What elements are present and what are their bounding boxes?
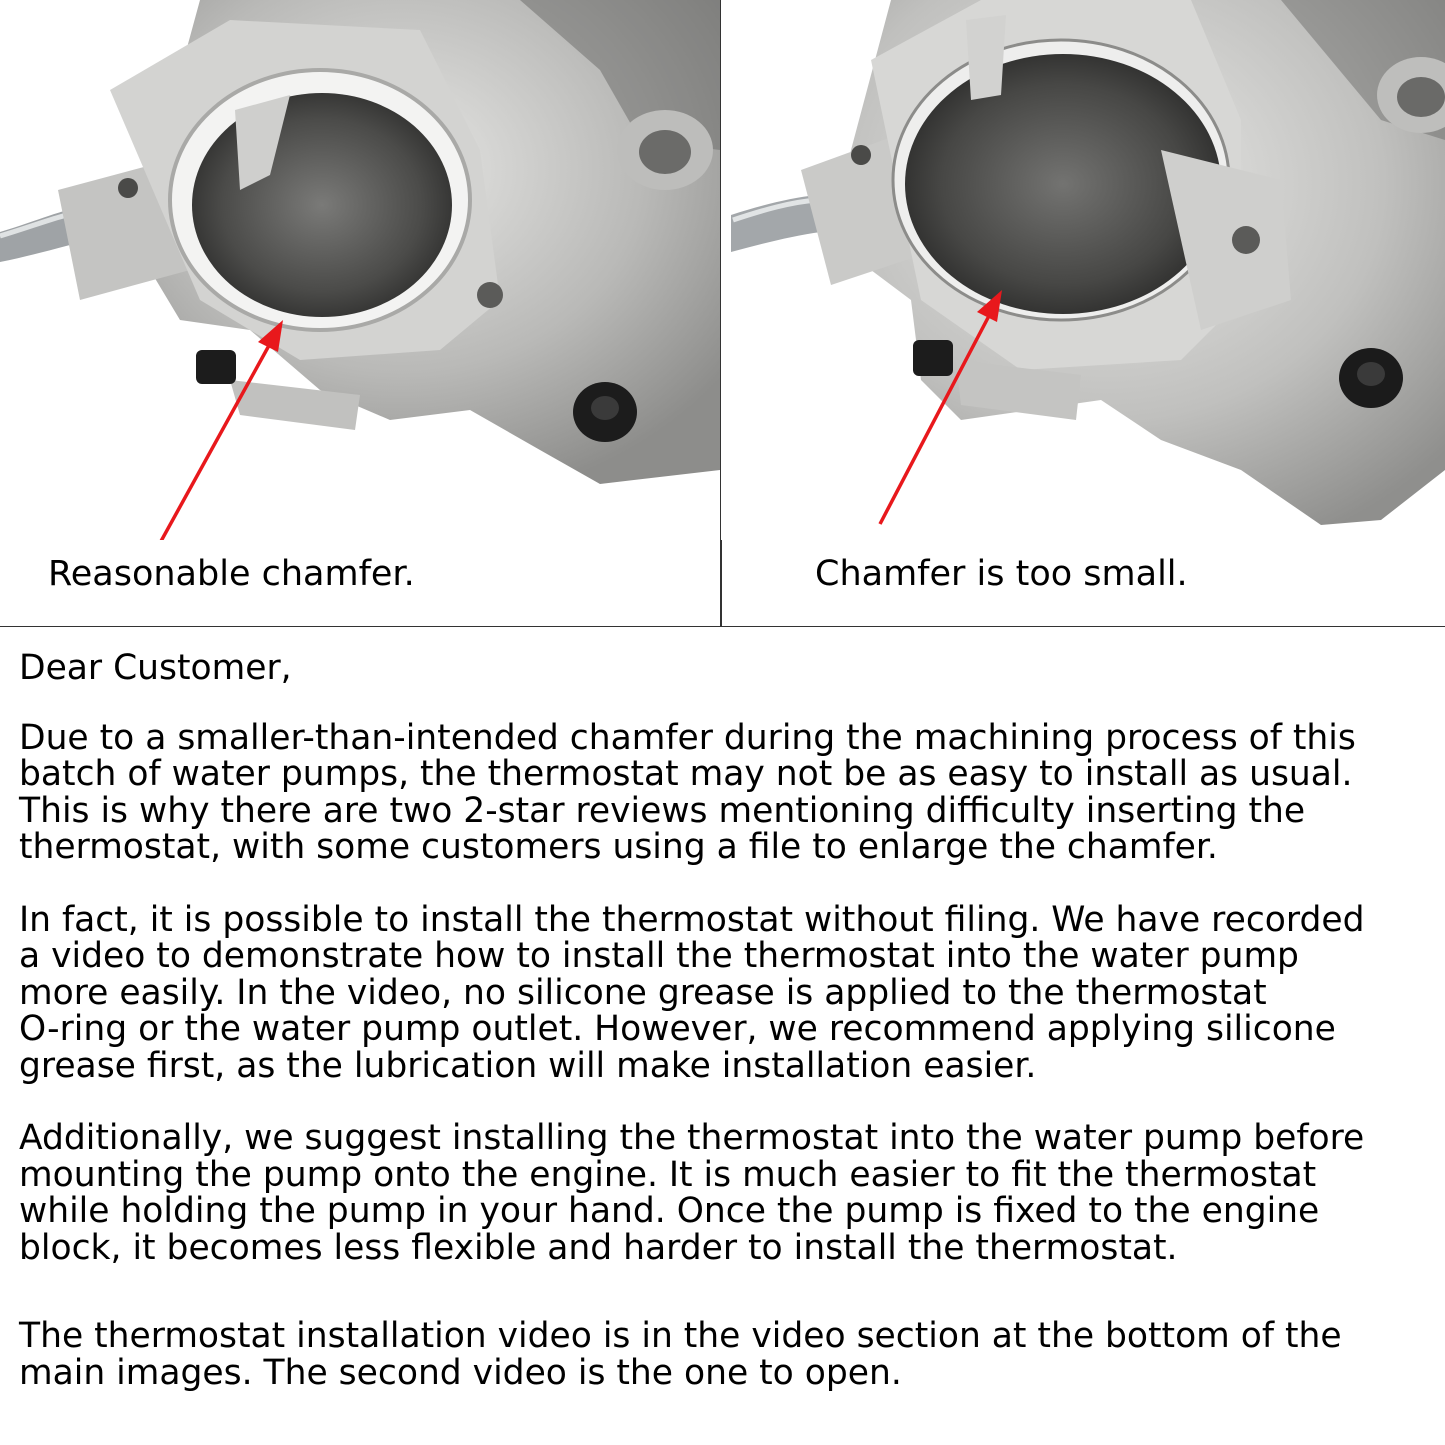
letter-paragraph-install-before-mounting: Additionally, we suggest installing the thermostat into the water pump before mounting the pump onto the engine. It is much easier to fit the thermostat while holding the pump in your hand. Once the pump is fixed to the engine block, it becomes less flexible and harder to install the thermostat. xyxy=(19,1118,1365,1268)
water-pump-photo-reasonable xyxy=(0,0,720,540)
letter-paragraph-video-location: The thermostat installation video is in the video section at the bottom of the main images. The second video is the one to open. xyxy=(19,1316,1342,1393)
letter-salutation: Dear Customer, xyxy=(19,648,292,688)
customer-letter xyxy=(19,650,1439,1391)
caption-too-small: Chamfer is too small. xyxy=(815,554,1188,594)
water-pump-photo-too-small xyxy=(721,0,1445,540)
panel-reasonable-chamfer xyxy=(0,0,720,626)
letter-paragraph-chamfer-issue: Due to a smaller-than-intended chamfer during the machining process of this batch of water pumps, the thermostat may not be as easy to install as usual. This is why there are two 2-star reviews mentioning difficulty inserting the thermostat, with some customers using a file to enlarge the chamfer. xyxy=(19,717,1356,867)
comparison-panels xyxy=(0,0,1445,627)
caption-reasonable: Reasonable chamfer. xyxy=(48,554,415,594)
panel-chamfer-too-small xyxy=(721,0,1445,626)
letter-paragraph-install-without-filing: In fact, it is possible to install the thermostat without filing. We have recorded a video to demonstrate how to install the thermostat into the water pump more easily. In the video, no silicone grease is applied to the thermostat O-ring or the water pump outlet. However, we recommend applying silicone grease first, as the lubrication will make installation easier. xyxy=(19,899,1365,1086)
